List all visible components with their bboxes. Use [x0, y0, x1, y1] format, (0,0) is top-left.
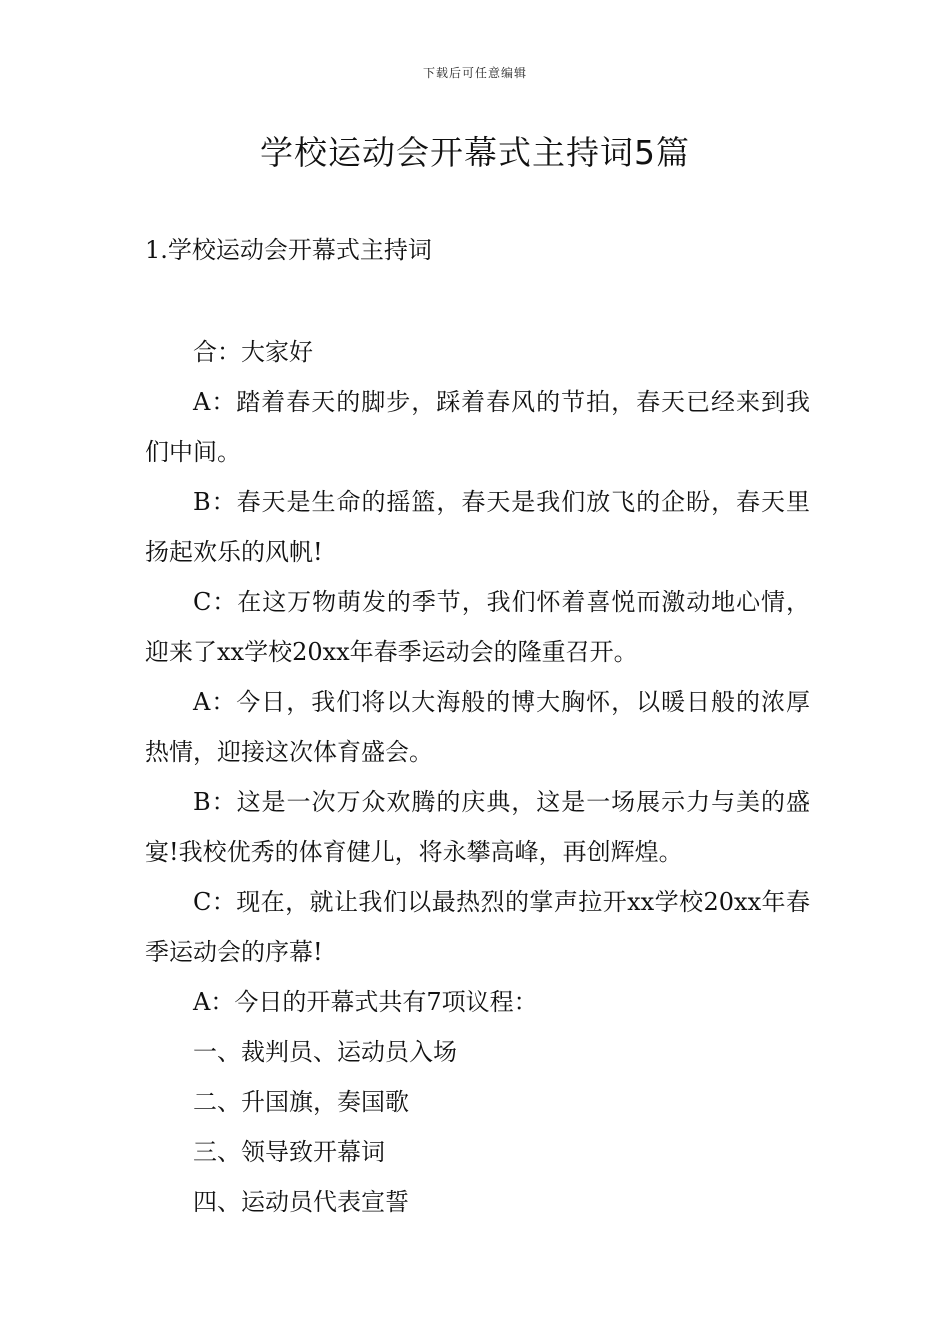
section-heading: 1.学校运动会开幕式主持词: [145, 236, 432, 264]
paragraph: A：今日，我们将以大海般的博大胸怀，以暖日般的浓厚热情，迎接这次体育盛会。: [145, 688, 810, 766]
document-title: 学校运动会开幕式主持词5篇: [260, 133, 690, 172]
paragraph: B：春天是生命的摇篮，春天是我们放飞的企盼，春天里扬起欢乐的风帆!: [145, 488, 810, 566]
agenda-item: 三、领导致开幕词: [193, 1138, 385, 1166]
agenda-item: 一、裁判员、运动员入场: [193, 1038, 457, 1066]
paragraph: B：这是一次万众欢腾的庆典，这是一场展示力与美的盛宴!我校优秀的体育健儿，将永攀高峰，再创辉煌。: [145, 788, 810, 866]
agenda-item: 四、运动员代表宣誓: [193, 1188, 409, 1216]
paragraph: A：踏着春天的脚步，踩着春风的节拍，春天已经来到我们中间。: [145, 388, 810, 466]
document-body: [145, 327, 810, 1227]
paragraph: A：今日的开幕式共有7项议程：: [193, 988, 538, 1016]
paragraph: C：在这万物萌发的季节，我们怀着喜悦而激动地心情，迎来了xx学校20xx年春季运动会的隆重召开。: [145, 588, 810, 666]
paragraph: 合：大家好: [193, 338, 313, 366]
agenda-item: 二、升国旗，奏国歌: [193, 1088, 409, 1116]
header-note: 下载后可任意编辑: [422, 66, 527, 80]
paragraph: C：现在，就让我们以最热烈的掌声拉开xx学校20xx年春季运动会的序幕!: [145, 888, 810, 966]
